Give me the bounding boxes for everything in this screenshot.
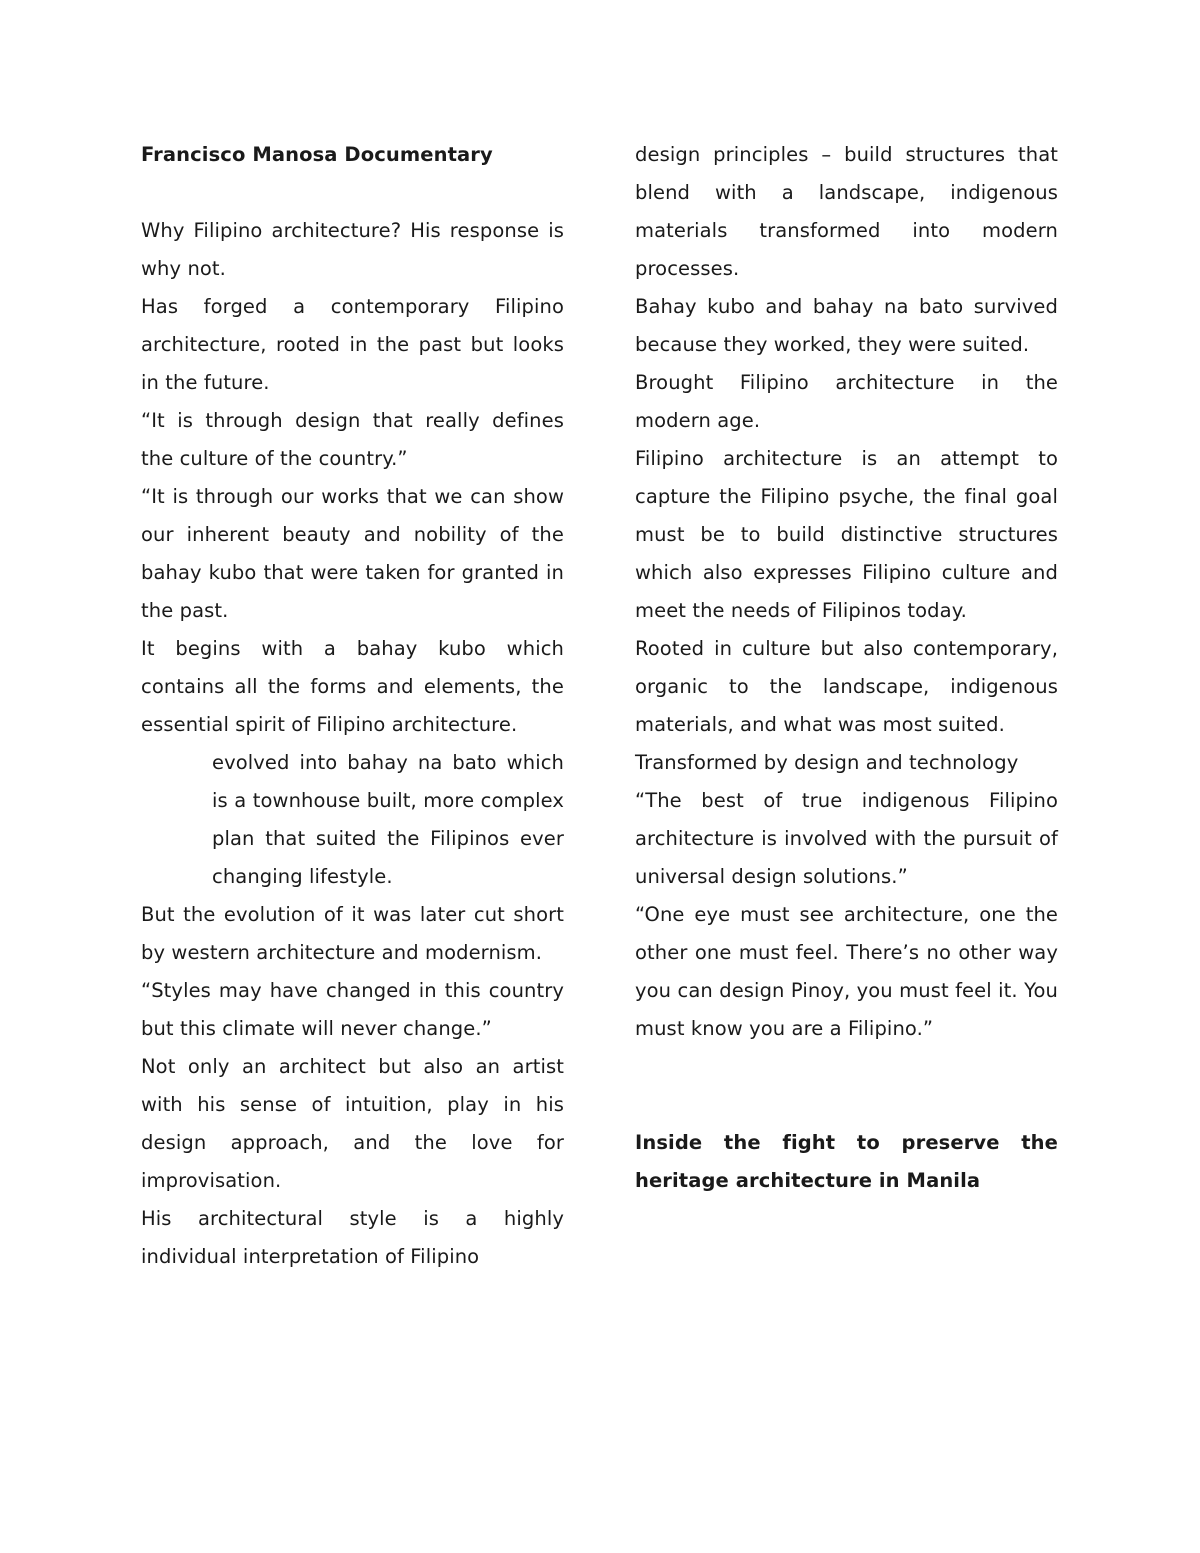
quote-paragraph: “Styles may have changed in this country but this climate will never change.” bbox=[141, 979, 564, 1040]
quote-paragraph: “It is through our works that we can show our inherent beauty and nobility of the bahay kubo that were taken for granted in the past. bbox=[141, 485, 564, 622]
quote-paragraph: “It is through design that really defines the culture of the country.” bbox=[141, 409, 564, 470]
quote-paragraph: “The best of true indigenous Filipino architecture is involved with the pursuit of universal design solutions.” bbox=[635, 789, 1058, 888]
paragraph: Not only an architect but also an artist with his sense of intuition, play in his design approach, and the love for improvisation. bbox=[141, 1055, 564, 1192]
paragraph: Filipino architecture is an attempt to capture the Filipino psyche, the final goal must be to build distinctive structures which also expresses Filipino culture and meet the needs of Filipinos today. bbox=[635, 447, 1058, 622]
indented-paragraph: evolved into bahay na bato which is a townhouse built, more complex plan that suited the Filipinos ever changing lifestyle. bbox=[212, 751, 564, 888]
paragraph: It begins with a bahay kubo which contains all the forms and elements, the essential spirit of Filipino architecture. bbox=[141, 637, 564, 736]
spacer bbox=[635, 1048, 1058, 1124]
paragraph: Transformed by design and technology bbox=[635, 751, 1019, 774]
paragraph: Brought Filipino architecture in the modern age. bbox=[635, 371, 1058, 432]
paragraph: His architectural style is a highly individual interpretation of Filipino bbox=[141, 1207, 564, 1268]
paragraph: design principles – build structures that blend with a landscape, indigenous materials transformed into modern processes. bbox=[635, 143, 1058, 280]
paragraph: But the evolution of it was later cut short by western architecture and modernism. bbox=[141, 903, 564, 964]
section-heading: Inside the fight to preserve the heritage architecture in Manila bbox=[635, 1131, 1058, 1192]
right-column bbox=[635, 136, 1058, 1200]
paragraph: Rooted in culture but also contemporary, organic to the landscape, indigenous materials, and what was most suited. bbox=[635, 637, 1058, 736]
document-title: Francisco Manosa Documentary bbox=[141, 143, 493, 166]
spacer bbox=[141, 174, 564, 212]
paragraph: Bahay kubo and bahay na bato survived because they worked, they were suited. bbox=[635, 295, 1058, 356]
paragraph: Why Filipino architecture? His response is why not. bbox=[141, 219, 564, 280]
quote-paragraph: “One eye must see architecture, one the other one must feel. There’s no other way you can design Pinoy, you must feel it. You must know you are a Filipino.” bbox=[635, 903, 1058, 1040]
left-column bbox=[141, 136, 564, 1276]
paragraph: Has forged a contemporary Filipino architecture, rooted in the past but looks in the future. bbox=[141, 295, 564, 394]
